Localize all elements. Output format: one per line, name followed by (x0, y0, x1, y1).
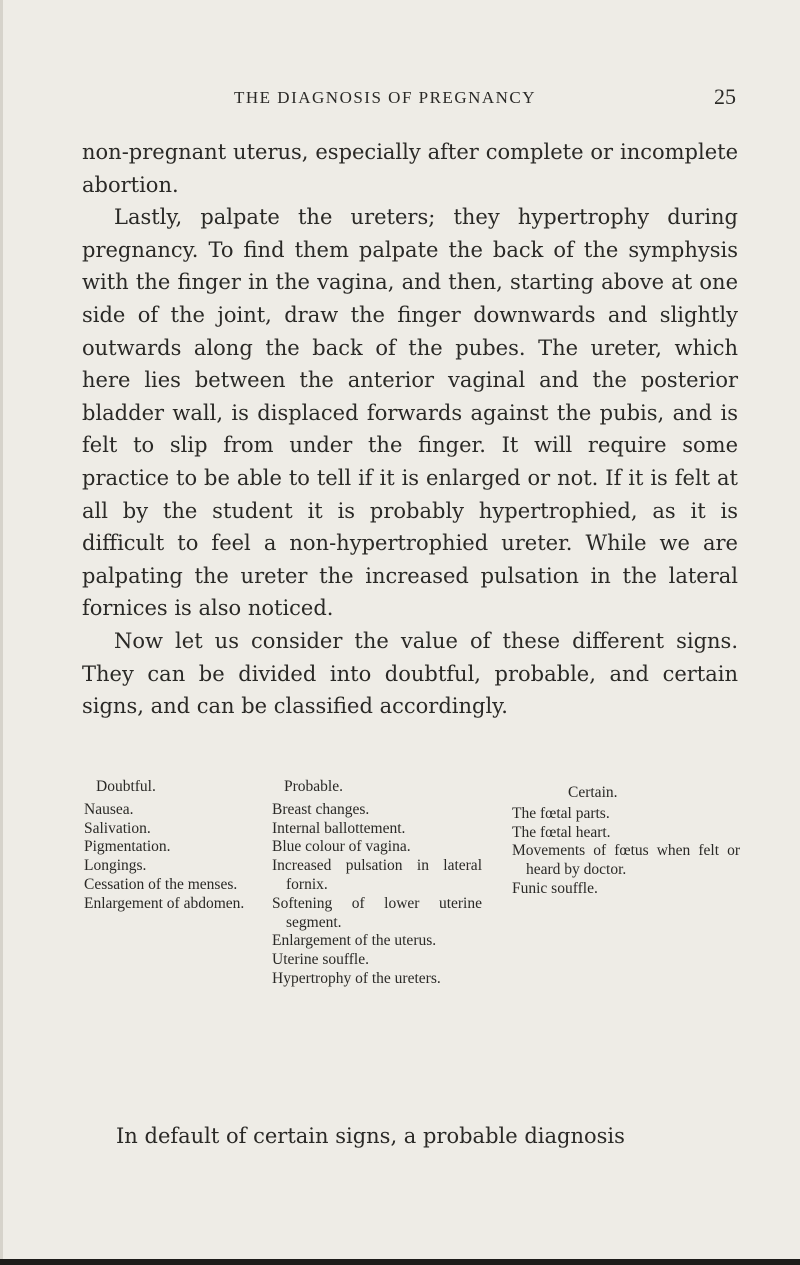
list-item: The fœtal parts. (512, 804, 610, 822)
list-item: Softening of lower uterine segment. (272, 894, 482, 931)
list-item: Movements of fœtus when felt or heard by doctor. (512, 842, 740, 879)
continuation-text (84, 1120, 740, 1152)
paragraph: Now let us consider the value of these different signs. They can be divided into doubtful, probable, and certain signs, and can be classified accordingly. (82, 628, 738, 719)
list-item: The fœtal heart. (512, 823, 611, 841)
paragraph: non-pregnant uterus, especially after complete or incomplete abortion. (82, 140, 738, 197)
list-item: Longings. (84, 857, 147, 875)
list-item: Blue colour of vagina. (272, 838, 411, 856)
list-item: Cessation of the menses. (84, 875, 238, 893)
list-item: Increased pulsation in lateral fornix. (272, 857, 482, 893)
list-item: Salivation. (84, 819, 151, 837)
list-item: Funic souffle. (512, 879, 598, 897)
list-item: Uterine souffle. (272, 951, 369, 969)
list-item: Enlargement of abdomen. (84, 894, 245, 912)
doubtful-column (84, 778, 264, 914)
probable-column (272, 778, 482, 989)
certain-column (512, 778, 740, 899)
list-item: Hypertrophy of the ureters. (272, 969, 441, 987)
list-item: Nausea. (84, 800, 134, 818)
list-item: Enlargement of the uterus. (272, 932, 437, 950)
paragraph: Lastly, palpate the ureters; they hypertrophy during pregnancy. To find them palpate the back of the symphysis with the finger in the vagina, and then, starting above at one side of the joint, draw the finger downwards and slightly outwards along the back of the pubes. The ureter, which here lies between the anterior vaginal and the posterior bladder wall, is displaced forwards against the pubis, and is felt to slip from under the finger. It will require some practice to be able to tell if it is enlarged or not. If it is felt at all by the student it is probably hypertrophied, as it is difficult to feel a non-hypertrophied ureter. While we are palpating the ureter the increased pulsation in the lateral fornices is also noticed. (82, 205, 738, 621)
column-heading: Certain. (568, 784, 618, 801)
page-number: 25 (714, 84, 736, 109)
list-item: Internal ballottement. (272, 819, 406, 837)
column-heading: Probable. (284, 778, 343, 795)
paragraph: In default of certain signs, a probable diagnosis (116, 1124, 625, 1148)
running-title: THE DIAGNOSIS OF PREGNANCY (234, 88, 537, 107)
page-edge (0, 0, 3, 1265)
column-heading: Doubtful. (96, 778, 156, 795)
page-bottom-edge (0, 1259, 800, 1265)
body-text (82, 136, 738, 723)
list-item: Pigmentation. (84, 838, 171, 856)
list-item: Breast changes. (272, 800, 370, 818)
